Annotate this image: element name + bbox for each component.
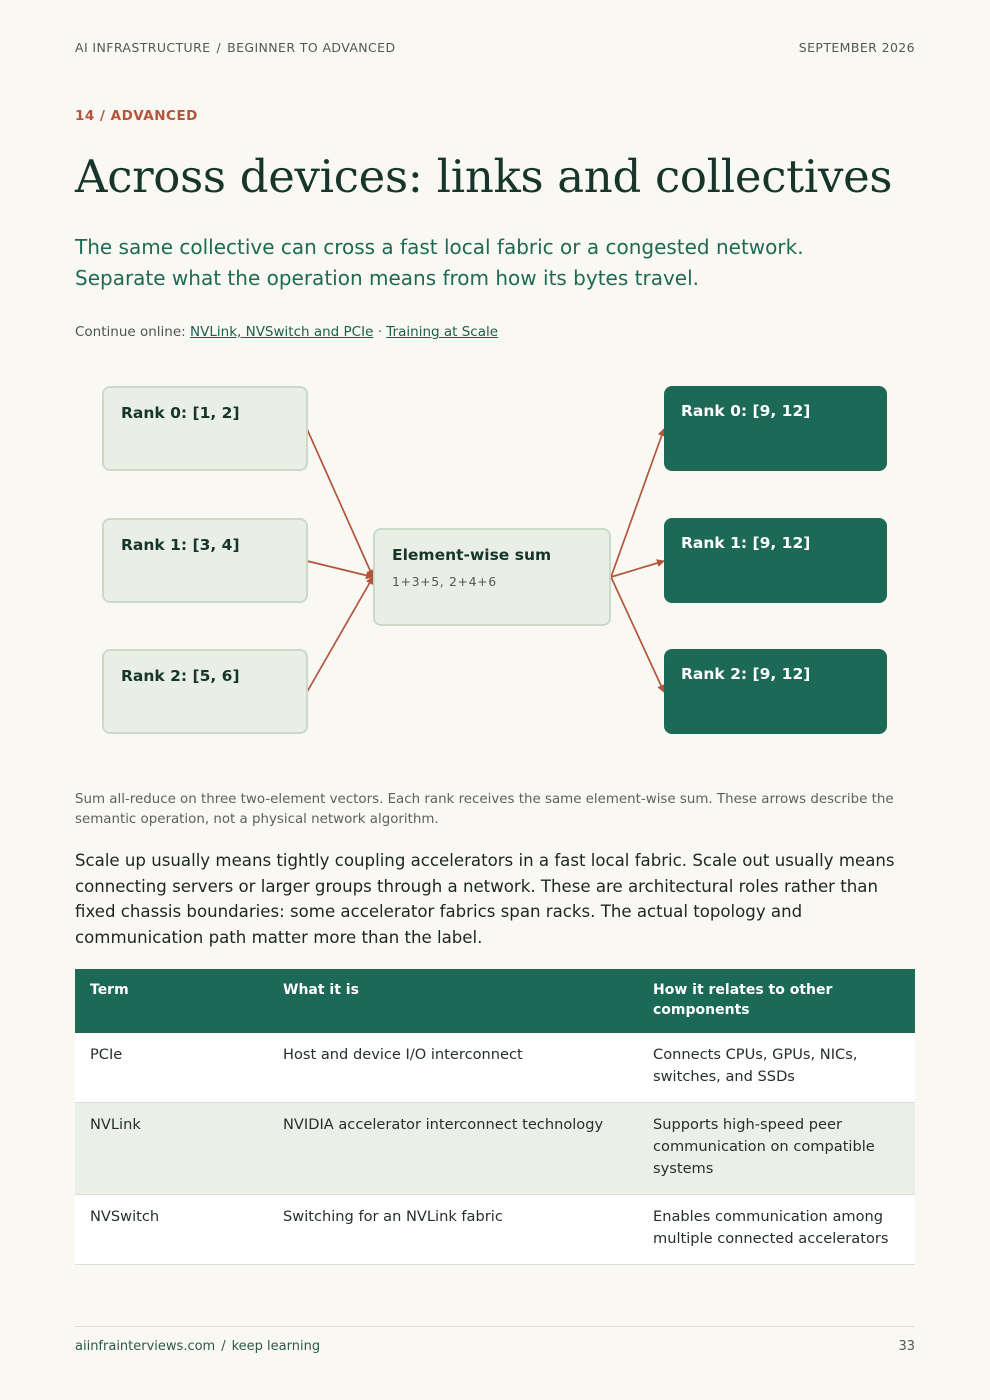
header-separator: / [216,40,222,55]
column-header-what: What it is [268,969,638,1033]
table-cell-term: PCIe [75,1033,268,1103]
output-rank-2: Rank 2: [9, 12] [664,649,887,734]
table-header-row [75,969,915,1033]
arrow-rank0-to-sum [307,429,373,577]
body-paragraph: Scale up usually means tightly coupling accelerators in a fast local fabric. Scale out usually means connecting servers or larger groups through a network. These are architectural roles rather than fixed chassis boundaries: some accelerator fabrics span racks. The actual topology and communication path matter more than the label. [75,851,895,947]
arrow-sum-to-rank1 [611,561,664,577]
table-cell-what: Host and device I/O interconnect [268,1033,638,1103]
input-rank-0: Rank 0: [1, 2] [102,386,308,471]
column-header-relation: How it relates to other components [638,969,915,1033]
table-cell-what: Switching for an NVLink fabric [268,1195,638,1265]
continue-label: Continue online: [75,324,186,340]
figure-caption: Sum all-reduce on three two-element vectors. Each rank receives the same element-wise sum. These arrows describe the semantic operation, not a physical network algorithm. [75,792,894,827]
column-header-term: Term [75,969,268,1033]
sum-operation-label: Element-wise sum [392,546,552,564]
input-rank-1: Rank 1: [3, 4] [102,518,308,603]
table-cell-relation: Enables communication among multiple connected accelerators [638,1195,915,1265]
sum-operation [373,528,611,626]
table-cell-what: NVIDIA accelerator interconnect technology [268,1103,638,1195]
interconnect-table [75,969,915,1265]
sum-operation-detail: 1+3+5, 2+4+6 [392,574,497,589]
all-reduce-diagram [102,386,892,736]
footer-site: aiinfrainterviews.com [75,1339,216,1354]
output-rank-1: Rank 1: [9, 12] [664,518,887,603]
page-number: 33 [898,1339,915,1354]
page-footer [75,1326,915,1354]
header-date: SEPTEMBER 2026 [798,40,915,55]
header-breadcrumb [75,40,396,55]
table-row [75,1033,915,1103]
table-cell-term: NVSwitch [75,1195,268,1265]
running-header [75,40,915,58]
continue-online [75,324,498,340]
arrow-rank2-to-sum [307,577,373,692]
footer-tagline: keep learning [231,1339,321,1354]
output-rank-0: Rank 0: [9, 12] [664,386,887,471]
page-title: Across devices: links and collectives [75,150,893,203]
link-training-at-scale[interactable]: Training at Scale [386,324,499,340]
arrow-rank1-to-sum [307,561,373,577]
link-separator-dot: · [377,324,382,340]
table-cell-relation: Supports high-speed peer communication on compatible systems [638,1103,915,1195]
header-section: AI INFRASTRUCTURE [75,40,211,55]
header-level: BEGINNER TO ADVANCED [227,40,396,55]
page [75,0,915,1400]
arrow-sum-to-rank0 [611,429,664,577]
section-kicker: 14 / ADVANCED [75,108,198,124]
table-row [75,1195,915,1265]
table-row [75,1103,915,1195]
table-cell-relation: Connects CPUs, GPUs, NICs, switches, and SSDs [638,1033,915,1103]
footer-separator: / [221,1339,226,1354]
link-nvlink-nvswitch-pcie[interactable]: NVLink, NVSwitch and PCIe [190,324,374,340]
input-rank-2: Rank 2: [5, 6] [102,649,308,734]
arrow-sum-to-rank2 [611,577,664,692]
lede: The same collective can cross a fast local fabric or a congested network. Separate what the operation means from how its bytes travel. [75,235,804,290]
table-cell-term: NVLink [75,1103,268,1195]
